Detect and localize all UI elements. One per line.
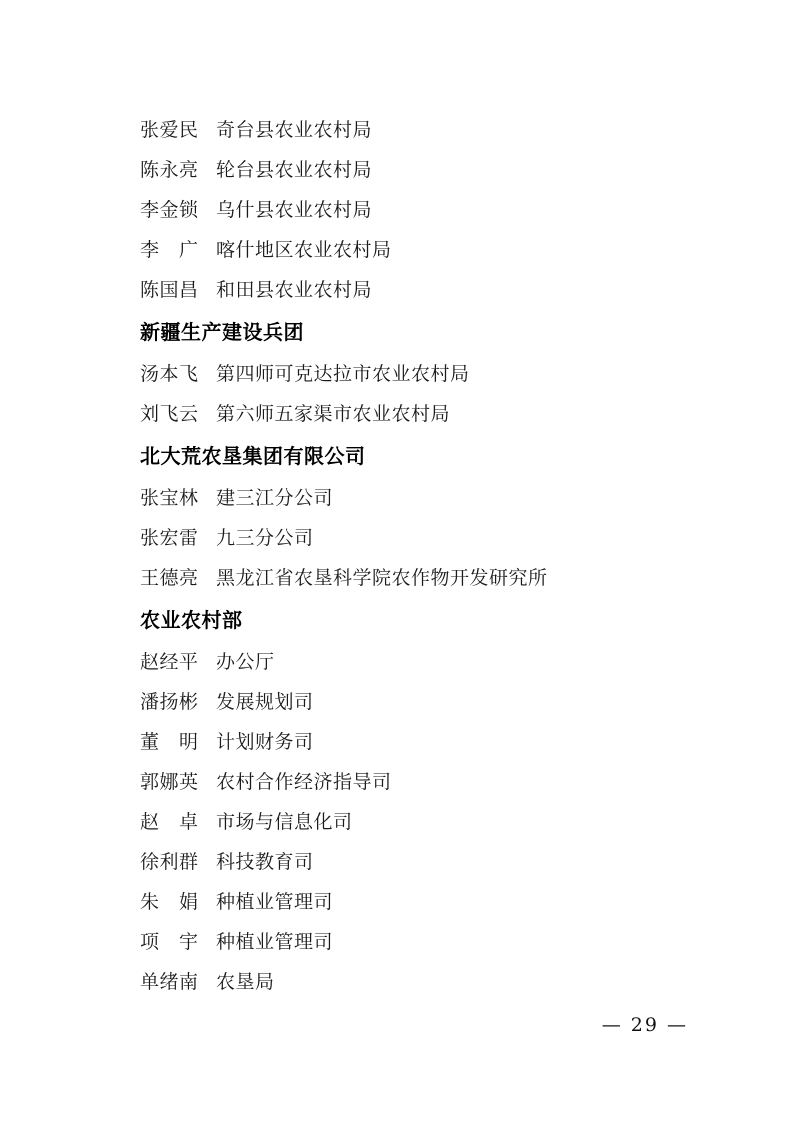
roster-entry [140, 150, 693, 190]
entry-person-name: 郭娜英 [140, 771, 199, 793]
roster-entry [140, 394, 693, 434]
roster-entry [140, 882, 693, 922]
entry-person-name: 朱 娟 [140, 891, 199, 913]
roster-entry [140, 762, 693, 802]
roster-entry [140, 682, 693, 722]
entry-organization: 办公厅 [216, 651, 275, 673]
entry-organization: 建三江分公司 [216, 487, 334, 509]
document-section [140, 310, 693, 434]
entry-person-name: 赵经平 [140, 651, 199, 673]
entry-person-name: 刘飞云 [140, 403, 199, 425]
entry-organization: 发展规划司 [216, 691, 314, 713]
entry-organization: 第四师可克达拉市农业农村局 [216, 363, 470, 385]
roster-entry [140, 962, 693, 1002]
entry-person-name: 徐利群 [140, 851, 199, 873]
roster-entry [140, 922, 693, 962]
entry-person-name: 张宏雷 [140, 527, 199, 549]
document-body [140, 110, 693, 1002]
section-heading: 农业农村部 [140, 608, 243, 632]
section-heading: 北大荒农垦集团有限公司 [140, 444, 366, 468]
entry-person-name: 赵 卓 [140, 811, 199, 833]
roster-entry [140, 190, 693, 230]
entry-person-name: 项 宇 [140, 931, 199, 953]
roster-entry [140, 558, 693, 598]
entry-person-name: 李金锁 [140, 199, 199, 221]
entry-organization: 轮台县农业农村局 [216, 159, 373, 181]
roster-entry [140, 478, 693, 518]
entry-person-name: 王德亮 [140, 567, 199, 589]
entry-organization: 和田县农业农村局 [216, 279, 373, 301]
entry-organization: 计划财务司 [216, 731, 314, 753]
roster-entry [140, 110, 693, 150]
roster-entry [140, 722, 693, 762]
document-section [140, 434, 693, 598]
entry-person-name: 汤本飞 [140, 363, 199, 385]
document-entry-group [140, 110, 693, 310]
entry-person-name: 李 广 [140, 239, 199, 261]
entry-organization: 科技教育司 [216, 851, 314, 873]
entry-person-name: 陈国昌 [140, 279, 199, 301]
entry-person-name: 潘扬彬 [140, 691, 199, 713]
entry-organization: 黑龙江省农垦科学院农作物开发研究所 [216, 567, 548, 589]
entry-organization: 种植业管理司 [216, 891, 334, 913]
roster-entry [140, 518, 693, 558]
entry-person-name: 张宝林 [140, 487, 199, 509]
document-section [140, 598, 693, 1002]
entry-person-name: 陈永亮 [140, 159, 199, 181]
roster-entry [140, 642, 693, 682]
section-heading: 新疆生产建设兵团 [140, 320, 304, 344]
entry-organization: 乌什县农业农村局 [216, 199, 373, 221]
entry-person-name: 董 明 [140, 731, 199, 753]
page-number: — 29 — [601, 1014, 688, 1036]
entry-organization: 农村合作经济指导司 [216, 771, 392, 793]
entry-organization: 第六师五家渠市农业农村局 [216, 403, 451, 425]
roster-entry [140, 270, 693, 310]
entry-organization: 种植业管理司 [216, 931, 334, 953]
roster-entry [140, 354, 693, 394]
roster-entry [140, 842, 693, 882]
roster-entry [140, 230, 693, 270]
entry-organization: 农垦局 [216, 971, 275, 993]
entry-person-name: 张爱民 [140, 119, 199, 141]
entry-person-name: 单绪南 [140, 971, 199, 993]
roster-entry [140, 802, 693, 842]
entry-organization: 奇台县农业农村局 [216, 119, 373, 141]
entry-organization: 九三分公司 [216, 527, 314, 549]
entry-organization: 市场与信息化司 [216, 811, 353, 833]
entry-organization: 喀什地区农业农村局 [216, 239, 392, 261]
